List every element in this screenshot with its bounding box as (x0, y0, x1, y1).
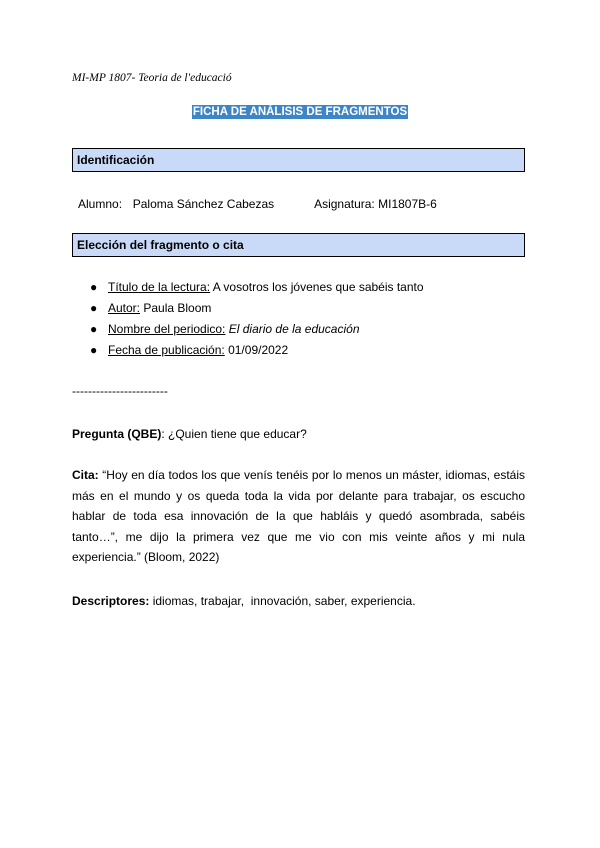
section-eleccion-heading: Elección del fragmento o cita (72, 233, 525, 257)
alumno-value: Paloma Sánchez Cabezas (132, 197, 275, 211)
course-header: MI-MP 1807- Teoria de l'educació (72, 72, 232, 84)
bullet-icon: ● (90, 322, 98, 336)
list-item-periodico (90, 322, 424, 343)
bullet-icon: ● (90, 343, 98, 357)
pregunta-label: Pregunta (QBE) (72, 427, 162, 441)
bullet-icon: ● (90, 280, 98, 294)
pregunta-value: : ¿Quien tiene que educar? (161, 427, 307, 441)
fragment-details-list (90, 280, 424, 364)
titulo-value: A vosotros los jóvenes que sabéis tanto (210, 280, 424, 294)
separator-line: ------------------------ (72, 384, 168, 398)
cita-paragraph (72, 465, 525, 568)
fecha-label: Fecha de publicación: (108, 343, 225, 357)
descriptores-value: idiomas, trabajar, innovación, saber, experiencia. (149, 594, 416, 608)
section-identificacion-heading: Identificación (72, 148, 525, 172)
fecha-value: 01/09/2022 (224, 343, 289, 357)
list-item-autor (90, 301, 424, 322)
cita-label: Cita: (72, 468, 99, 482)
identification-row (78, 197, 518, 211)
titulo-label: Título de la lectura: (108, 280, 211, 294)
document-title: FICHA DE ANÁLISIS DE FRAGMENTOS (192, 106, 408, 118)
cita-value: “Hoy en día todos los que venís tenéis por lo menos un máster, idiomas, estáis más en el mundo y os queda toda la vida por delante para trabajar, os escucho hablar de toda esa innovación de la que habláis y quedó asombrada, sabéis tanto…”, me dijo la primera vez que me vio con mis veinte años y mi nula experiencia.” (Bloom, 2022) (72, 468, 525, 564)
descriptores-paragraph (72, 591, 525, 612)
autor-label: Autor: (108, 301, 141, 315)
alumno-label: Alumno: (78, 197, 123, 211)
autor-value: Paula Bloom (140, 301, 212, 315)
list-item-fecha (90, 343, 424, 364)
asignatura-value: MI1807B-6 (378, 197, 437, 211)
list-item-titulo (90, 280, 424, 301)
descriptores-label: Descriptores: (72, 594, 150, 608)
title-container (0, 102, 600, 120)
periodico-label: Nombre del periodico: (108, 322, 226, 336)
asignatura-label: Asignatura: (314, 197, 375, 211)
bullet-icon: ● (90, 301, 98, 315)
pregunta-paragraph (72, 424, 525, 445)
periodico-value: El diario de la educación (225, 322, 360, 336)
